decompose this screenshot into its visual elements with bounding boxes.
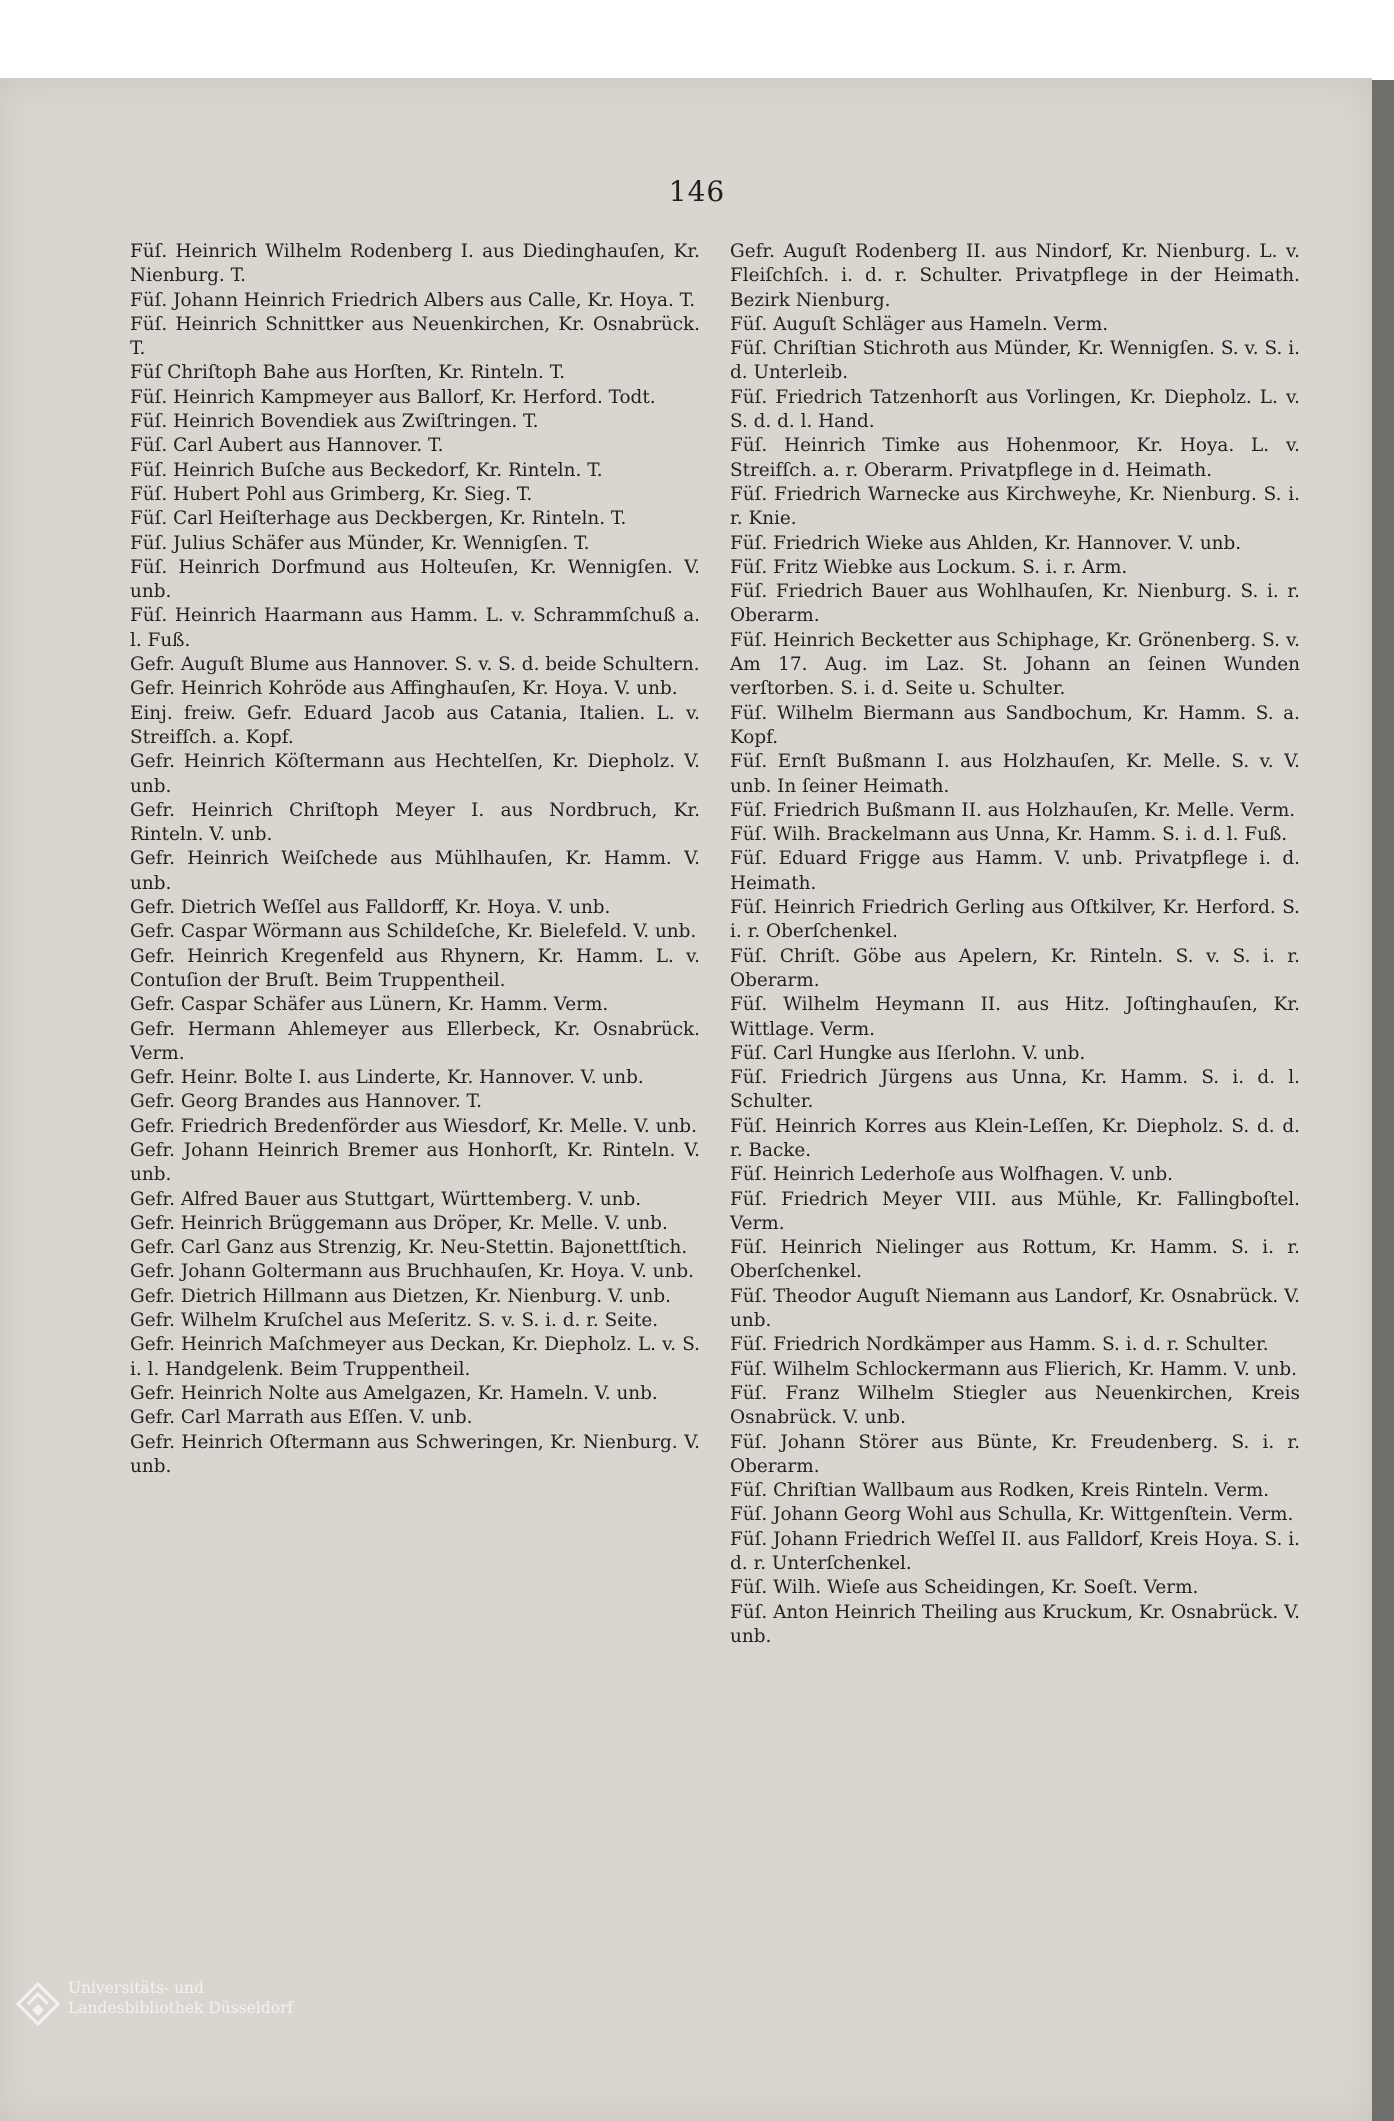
casualty-entry: Gefr. Dietrich Weſſel aus Falldorff, Kr. Hoya. V. unb. [130,897,611,919]
library-name-line-2: Landesbibliothek Düsseldorf [68,1999,294,2017]
casualty-entry: Füſ. Heinrich Friedrich Gerling aus Oſtkilver, Kr. Herford. S. i. r. Oberſchenkel. [730,897,1300,943]
casualty-entry: Füſ. Auguſt Schläger aus Hameln. Verm. [730,313,1109,335]
casualty-entry: Füſ. Wilhelm Biermann aus Sandbochum, Kr. Hamm. S. a. Kopf. [730,702,1300,748]
casualty-entry: Gefr. Caspar Wörmann aus Schildeſche, Kr. Bielefeld. V. unb. [130,921,697,943]
casualty-entry: Gefr. Heinrich Kohröde aus Affinghauſen, Kr. Hoya. V. unb. [130,678,678,700]
casualty-entry: Füſ. Heinrich Dorfmund aus Holteuſen, Kr. Wennigſen. V. unb. [130,556,700,603]
casualty-entry: Gefr. Johann Heinrich Bremer aus Honhorſt, Kr. Rinteln. V. unb. [130,1139,700,1186]
casualty-entry: Füſ. Hubert Pohl aus Grimberg, Kr. Sieg. T. [130,483,533,505]
casualty-entry: Füſ. Wilh. Brackelmann aus Unna, Kr. Hamm. S. i. d. l. Fuß. [730,824,1288,846]
casualty-entry: Füſ. Johann Friedrich Weſſel II. aus Falldorf, Kreis Hoya. S. i. d. r. Unterſchenkel. [730,1528,1300,1575]
casualty-entry: Gefr. Carl Marrath aus Eſſen. V. unb. [130,1407,473,1429]
library-name-line-1: Universitäts- und [68,1979,204,1997]
casualty-entry: Füſ. Chriſt. Göbe aus Apelern, Kr. Rinteln. S. v. S. i. r. Oberarm. [730,945,1300,991]
casualty-entry: Füſ. Julius Schäfer aus Münder, Kr. Wennigſen. T. [130,532,590,554]
casualty-entry: Füſ. Anton Heinrich Theiling aus Kruckum, Kr. Osnabrück. V. unb. [730,1601,1300,1647]
casualty-entry: Füſ. Heinrich Bovendiek aus Zwiſtringen. T. [130,411,539,433]
casualty-entry: Gefr. Carl Ganz aus Strenzig, Kr. Neu-Stettin. Bajonettſtich. [130,1237,688,1259]
casualty-entry: Füſ. Franz Wilhelm Stiegler aus Neuenkirchen, Kreis Osnabrück. V. unb. [730,1382,1300,1429]
casualty-entry: Füſ. Theodor Auguſt Niemann aus Landorf, Kr. Osnabrück. V. unb. [730,1285,1300,1332]
casualty-entry: Einj. freiw. Gefr. Eduard Jacob aus Catania, Italien. L. v. Streifſch. a. Kopf. [130,702,700,748]
casualty-entry: Gefr. Heinrich Oſtermann aus Schweringen, Kr. Nienburg. V. unb. [130,1431,700,1477]
casualty-entry: Gefr. Heinrich Chriſtoph Meyer I. aus Nordbruch, Kr. Rinteln. V. unb. [130,799,700,846]
casualty-entry: Gefr. Auguſt Blume aus Hannover. S. v. S. d. beide Schultern. [130,654,700,676]
casualty-entry: Füſ. Carl Hungke aus Iſerlohn. V. unb. [730,1042,1086,1064]
casualty-entry: Gefr. Auguſt Rodenberg II. aus Nindorf, Kr. Nienburg. L. v. Fleiſchſch. i. d. r. Schulter. Privatpflege in der Heimath. Bezirk Nienburg. [730,241,1300,311]
casualty-entry: Gefr. Dietrich Hillmann aus Dietzen, Kr. Nienburg. V. unb. [130,1285,671,1307]
left-column [130,240,700,1479]
casualty-entry: Füſ. Johann Störer aus Bünte, Kr. Freudenberg. S. i. r. Oberarm. [730,1431,1300,1477]
scan-top-border [0,0,1394,80]
casualty-entry: Gefr. Hermann Ahlemeyer aus Ellerbeck, Kr. Osnabrück. Verm. [130,1018,700,1064]
casualty-entry: Füſ. Friedrich Wieke aus Ahlden, Kr. Hannover. V. unb. [730,532,1242,554]
casualty-entry: Füſ. Fritz Wiebke aus Lockum. S. i. r. Arm. [730,556,1128,578]
casualty-entry: Füſ. Friedrich Warnecke aus Kirchweyhe, Kr. Nienburg. S. i. r. Knie. [730,483,1300,530]
casualty-entry: Gefr. Wilhelm Kruſchel aus Meſeritz. S. v. S. i. d. r. Seite. [130,1310,659,1332]
casualty-entry: Füſ. Heinrich Nielinger aus Rottum, Kr. Hamm. S. i. r. Oberſchenkel. [730,1237,1300,1283]
casualty-entry: Füſ. Chriſtian Wallbaum aus Rodken, Kreis Rinteln. Verm. [730,1480,1270,1502]
casualty-entry: Füſ. Friedrich Nordkämper aus Hamm. S. i. d. r. Schulter. [730,1334,1269,1356]
casualty-entry: Füſ. Ernſt Bußmann I. aus Holzhauſen, Kr. Melle. S. v. V. unb. In ſeiner Heimath. [730,751,1300,797]
casualty-entry: Gefr. Caspar Schäfer aus Lünern, Kr. Hamm. Verm. [130,994,609,1016]
casualty-entry: Füſ. Heinrich Wilhelm Rodenberg I. aus Diedinghauſen, Kr. Nienburg. T. [130,241,700,287]
casualty-entry: Füſ. Friedrich Meyer VIII. aus Mühle, Kr. Fallingboſtel. Verm. [730,1188,1300,1234]
ulb-logo-icon [14,1980,62,2028]
casualty-entry: Füſ. Heinrich Schnittker aus Neuenkirchen, Kr. Osnabrück. T. [130,313,700,360]
casualty-entry: Füſ. Friedrich Jürgens aus Unna, Kr. Hamm. S. i. d. l. Schulter. [730,1067,1300,1113]
right-column [730,240,1300,1649]
library-name [68,1978,293,2018]
casualty-entry: Füſ. Friedrich Tatzenhorſt aus Vorlingen, Kr. Diepholz. L. v. S. d. d. l. Hand. [730,386,1300,433]
casualty-entry: Füſ. Heinrich Korres aus Klein-Leſſen, Kr. Diepholz. S. d. d. r. Backe. [730,1115,1300,1161]
casualty-entry: Füſ. Chriſtian Stichroth aus Münder, Kr. Wennigſen. S. v. S. i. d. Unterleib. [730,338,1300,384]
casualty-entry: Gefr. Heinrich Kregenfeld aus Rhynern, Kr. Hamm. L. v. Contuſion der Bruſt. Beim Truppentheil. [130,945,700,991]
casualty-entry: Füſ. Wilh. Wieſe aus Scheidingen, Kr. Soeſt. Verm. [730,1577,1199,1599]
casualty-entry: Füſ. Heinrich Kampmeyer aus Ballorf, Kr. Herford. Todt. [130,386,656,408]
casualty-entry: Gefr. Alfred Bauer aus Stuttgart, Württemberg. V. unb. [130,1188,642,1210]
casualty-entry: Füſ. Heinrich Buſche aus Beckedorf, Kr. Rinteln. T. [130,459,603,481]
casualty-entry: Gefr. Heinr. Bolte I. aus Linderte, Kr. Hannover. V. unb. [130,1067,644,1089]
casualty-entry: Füſ. Eduard Frigge aus Hamm. V. unb. Privatpflege i. d. Heimath. [730,848,1300,894]
casualty-entry: Füſ. Carl Heiſterhage aus Deckbergen, Kr. Rinteln. T. [130,508,627,530]
casualty-entry: Füſ. Friedrich Bauer aus Wohlhauſen, Kr. Nienburg. S. i. r. Oberarm. [730,581,1300,627]
casualty-entry: Füſ. Heinrich Timke aus Hohenmoor, Kr. Hoya. L. v. Streifſch. a. r. Oberarm. Privatpflege in d. Heimath. [730,435,1300,481]
casualty-entry: Füſ. Heinrich Becketter aus Schiphage, Kr. Grönenberg. S. v. Am 17. Aug. im Laz. St. Johann an ſeinen Wunden verſtorben. S. i. d. Seite u. Schulter. [730,629,1300,700]
casualty-entry: Gefr. Heinrich Nolte aus Amelgazen, Kr. Hameln. V. unb. [130,1382,658,1404]
casualty-entry: Gefr. Heinrich Brüggemann aus Dröper, Kr. Melle. V. unb. [130,1212,668,1234]
page-number: 146 [668,175,726,208]
casualty-entry: Gefr. Heinrich Köſtermann aus Hechtelſen, Kr. Diepholz. V. unb. [130,751,700,797]
casualty-entry: Füſ. Carl Aubert aus Hannover. T. [130,435,444,457]
casualty-entry: Füſ. Heinrich Haarmann aus Hamm. L. v. Schrammſchuß a. l. Fuß. [130,605,700,651]
casualty-entry: Gefr. Heinrich Maſchmeyer aus Deckan, Kr. Diepholz. L. v. S. i. l. Handgelenk. Beim Truppentheil. [130,1334,700,1380]
casualty-entry: Gefr. Johann Goltermann aus Bruchhauſen, Kr. Hoya. V. unb. [130,1261,694,1283]
casualty-entry: Gefr. Georg Brandes aus Hannover. T. [130,1091,482,1113]
casualty-entry: Gefr. Friedrich Bredenförder aus Wiesdorf, Kr. Melle. V. unb. [130,1115,697,1137]
casualty-entry: Füſ. Johann Heinrich Friedrich Albers aus Calle, Kr. Hoya. T. [130,289,696,311]
casualty-entry: Füſ. Wilhelm Heymann II. aus Hitz. Joſtinghauſen, Kr. Wittlage. Verm. [730,994,1300,1040]
casualty-entry: Füſ. Johann Georg Wohl aus Schulla, Kr. Wittgenſtein. Verm. [730,1504,1294,1526]
casualty-entry: Füſ. Friedrich Bußmann II. aus Holzhauſen, Kr. Melle. Verm. [730,799,1296,821]
casualty-entry: Füſ. Wilhelm Schlockermann aus Flierich, Kr. Hamm. V. unb. [730,1358,1297,1380]
casualty-entry: Füſ Chriſtoph Bahe aus Horſten, Kr. Rinteln. T. [130,362,566,384]
casualty-entry: Füſ. Heinrich Lederhoſe aus Wolfhagen. V. unb. [730,1164,1173,1186]
casualty-entry: Gefr. Heinrich Weiſchede aus Mühlhauſen, Kr. Hamm. V. unb. [130,848,700,894]
library-logo[interactable] [14,1978,294,2034]
